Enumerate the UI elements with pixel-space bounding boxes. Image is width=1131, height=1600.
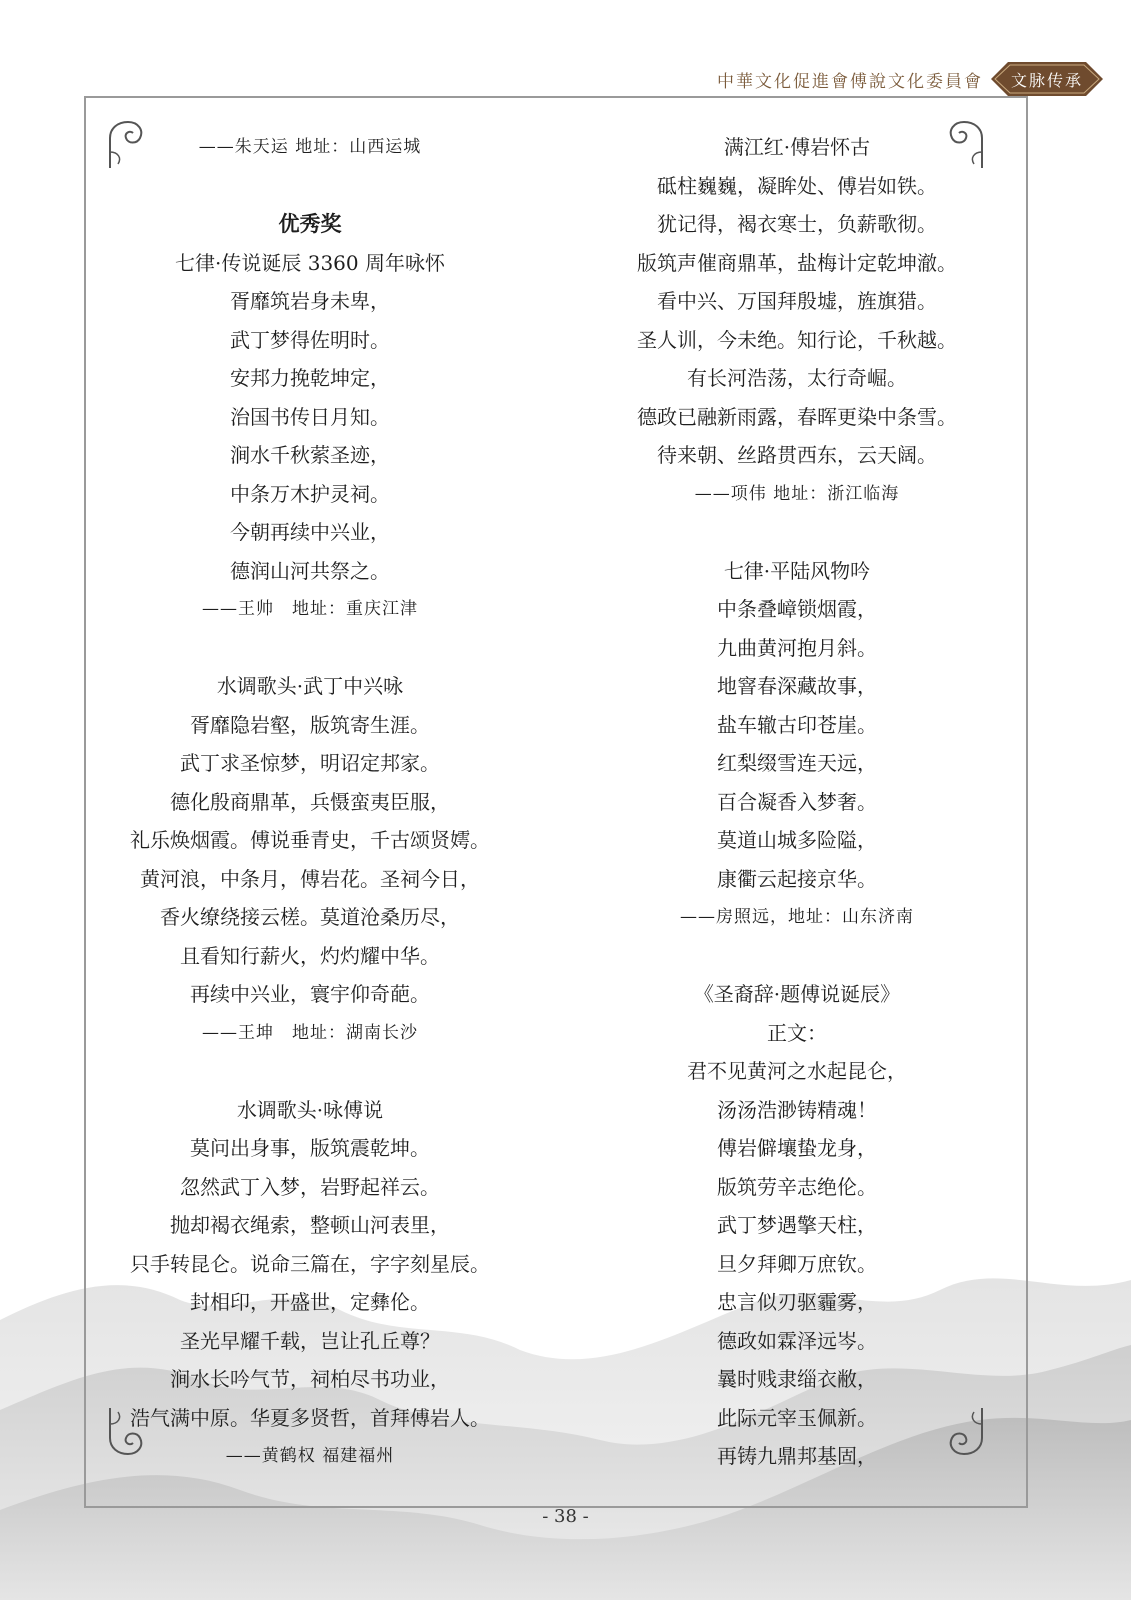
attribution-line: ——王坤 地址：湖南长沙 xyxy=(202,1022,418,1043)
attribution-line: ——项伟 地址：浙江临海 xyxy=(694,483,900,504)
poem-title: 七律·平陆风物吟 xyxy=(723,558,871,583)
poem-line: 莫道山城多险隘， xyxy=(717,828,877,852)
poem-line: 忽然武丁入梦，岩野起祥云。 xyxy=(180,1174,440,1199)
poem-line: 只手转昆仑。说命三篇在，字字刻星辰。 xyxy=(130,1251,490,1276)
poem-line: 中条万木护灵祠。 xyxy=(230,481,390,506)
poem-line: 百合凝香入梦奢。 xyxy=(717,789,877,814)
poem-line: 涧水千秋萦圣迹， xyxy=(230,443,390,467)
poem-line: 圣光早耀千载，岂让孔丘尊？ xyxy=(180,1328,440,1353)
poem-line: 康衢云起接京华。 xyxy=(717,866,877,891)
poem-line: 胥靡筑岩身未卑， xyxy=(230,289,390,313)
poem-line: 莫问出身事，版筑震乾坤。 xyxy=(190,1136,430,1160)
poem-line: 九曲黄河抱月斜。 xyxy=(717,635,877,660)
poem-title: 水调歌头·武丁中兴咏 xyxy=(216,674,404,698)
poem-line: 涧水长吟气节，祠柏尽书功业， xyxy=(170,1367,450,1391)
poem-line: 汤汤浩渺铸精魂！ xyxy=(717,1097,877,1122)
poem-line: 香火缭绕接云槎。莫道沧桑历尽， xyxy=(160,905,460,929)
attribution-line: ——王帅 地址：重庆江津 xyxy=(202,599,418,619)
page-number: - 38 - xyxy=(542,1506,589,1527)
poem-line: 再续中兴业，寰宇仰奇葩。 xyxy=(190,982,430,1006)
poem-line: 待来朝、丝路贯西东，云天阔。 xyxy=(657,443,937,467)
award-heading: 优秀奖 xyxy=(278,211,342,236)
poem-title: 满江红·傅岩怀古 xyxy=(723,135,871,159)
poem-line: 看中兴、万国拜殷墟，旌旗猎。 xyxy=(657,289,937,313)
header-badge-label: 文脉传承 xyxy=(1010,70,1083,90)
poem-line: 盐车辙古印苍崖。 xyxy=(717,712,877,737)
poem-line: 治国书传日月知。 xyxy=(230,404,390,429)
poem-line: 德化殷商鼎革，兵慑蛮夷臣服， xyxy=(170,789,450,814)
blank-line xyxy=(105,629,515,668)
blank-line xyxy=(105,1052,515,1091)
poem-line: 封相印，开盛世，定彝伦。 xyxy=(190,1290,430,1314)
poem-line: 浩气满中原。华夏多贤哲，首拜傅岩人。 xyxy=(130,1405,490,1430)
poem-line: 安邦力挽乾坤定， xyxy=(230,366,390,390)
poem-title: 《圣裔辞·题傅说诞辰》 xyxy=(693,982,901,1006)
blank-line xyxy=(105,167,515,206)
poem-line: 黄河浪，中条月，傅岩花。圣祠今日， xyxy=(140,866,480,891)
header-badge xyxy=(991,62,1103,96)
blank-line xyxy=(592,937,1002,976)
poem-line: 曩时贱隶缁衣敝， xyxy=(717,1367,877,1391)
poem-line: 地窨春深藏故事， xyxy=(717,674,877,698)
attribution-line: ——房照远，地址：山东济南 xyxy=(680,907,914,927)
blank-line xyxy=(592,513,1002,552)
poem-line: 中条叠嶂锁烟霞， xyxy=(717,597,877,621)
poem-line: 君不见黄河之水起昆仑， xyxy=(687,1059,907,1083)
poem-line: 傅岩僻壤蛰龙身， xyxy=(717,1136,877,1160)
right-column xyxy=(592,128,1002,1476)
poem-line: 此际元宰玉佩新。 xyxy=(717,1405,877,1430)
poem-line: 圣人训，今未绝。知行论，千秋越。 xyxy=(637,327,957,352)
poem-line: 今朝再续中兴业， xyxy=(230,520,390,544)
poem-line: 德润山河共祭之。 xyxy=(230,558,390,583)
poem-line: 版筑声催商鼎革，盐梅计定乾坤澈。 xyxy=(637,250,957,275)
poem-line: 再铸九鼎邦基固， xyxy=(717,1444,877,1468)
poem-line: 旦夕拜卿万庶钦。 xyxy=(717,1251,877,1276)
attribution-line: ——黄鹤权 福建福州 xyxy=(225,1446,395,1466)
poem-line: 砥柱巍巍，凝眸处、傅岩如铁。 xyxy=(657,173,937,198)
page-header xyxy=(717,62,1103,96)
poem-line: 礼乐焕烟霞。傅说垂青史，千古颂贤嫮。 xyxy=(130,828,490,852)
poem-line: 忠言似刃驱霾雾， xyxy=(717,1290,877,1314)
poem-line: 武丁梦遇擎天柱， xyxy=(717,1213,877,1237)
poem-line: 德政已融新雨露，春晖更染中条雪。 xyxy=(637,404,957,429)
poem-line: 犹记得，褐衣寒士，负薪歌彻。 xyxy=(657,212,937,236)
poem-line: 有长河浩荡，太行奇崛。 xyxy=(687,366,907,390)
poem-line: 德政如霖泽远岑。 xyxy=(717,1328,877,1353)
poem-title: 七律·传说诞辰 3360 周年咏怀 xyxy=(175,250,445,275)
poem-line: 武丁求圣惊梦，明诏定邦家。 xyxy=(180,751,440,775)
poem-line: 胥靡隐岩壑，版筑寄生涯。 xyxy=(190,712,430,737)
poem-line: 版筑劳辛志绝伦。 xyxy=(717,1174,877,1199)
header-organization-name: 中華文化促進會傅說文化委員會 xyxy=(717,71,983,92)
poem-line: 武丁梦得佐明时。 xyxy=(230,327,390,352)
poem-subheading: 正文： xyxy=(767,1020,827,1045)
poem-line: 且看知行薪火，灼灼耀中华。 xyxy=(180,943,440,968)
poem-line: 抛却褐衣绳索，整顿山河表里， xyxy=(170,1213,450,1237)
poem-title: 水调歌头·咏傅说 xyxy=(236,1097,384,1122)
left-column xyxy=(105,128,515,1476)
poem-line: 红梨缀雪连天远， xyxy=(717,751,877,775)
attribution-line: ——朱天运 地址：山西运城 xyxy=(198,137,422,157)
